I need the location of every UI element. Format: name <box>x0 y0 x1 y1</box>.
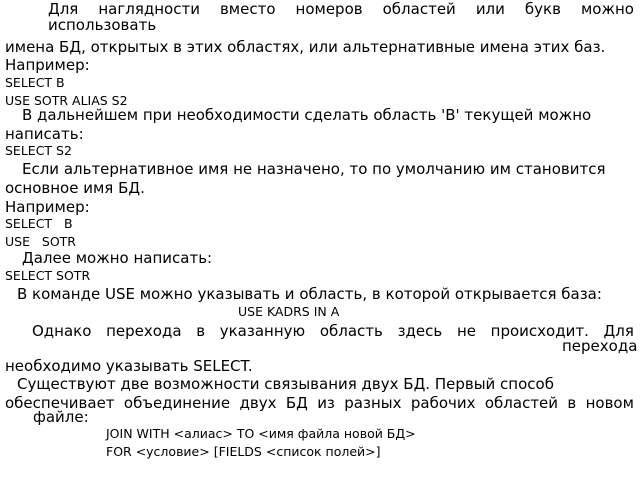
paragraph-1-line-2: использовать <box>48 16 157 34</box>
word: здесь <box>397 322 443 340</box>
paragraph-1-line-3: имена БД, открытых в этих областях, или альтернативные имена этих баз. <box>5 38 606 56</box>
word: номеров <box>295 0 363 18</box>
word: обеспечивает <box>5 394 115 412</box>
word: в <box>196 322 206 340</box>
word: не <box>456 322 476 340</box>
word: наглядности <box>98 0 200 18</box>
word: или <box>475 0 505 18</box>
word: Однако <box>32 322 92 340</box>
word: двух <box>239 394 277 412</box>
code-line: SELECT SOTR <box>5 268 91 283</box>
word: областей <box>382 0 456 18</box>
paragraph-6-line-2: перехода <box>562 337 638 355</box>
word: область <box>319 322 383 340</box>
word: из <box>317 394 335 412</box>
example-1-intro: Например: <box>5 56 90 74</box>
paragraph-7-line-2 <box>5 396 634 411</box>
code-line: USE KADRS IN A <box>238 304 340 319</box>
word: в <box>567 394 577 412</box>
word: происходит. <box>490 322 589 340</box>
paragraph-1-line-1 <box>48 2 634 17</box>
word: областей <box>484 394 559 412</box>
word: можно <box>580 0 634 18</box>
paragraph-2-line-1: В дальнейшем при необходимости сделать область 'B' текущей можно <box>22 106 592 124</box>
word: объединение <box>123 394 231 412</box>
paragraph-4-line-1: Далее можно написать: <box>22 249 213 267</box>
word: Для <box>603 322 634 340</box>
code-line: USE SOTR <box>5 234 76 249</box>
paragraph-6-line-1 <box>32 324 634 339</box>
code-line: SELECT B <box>5 75 65 90</box>
paragraph-3-line-1: Если альтернативное имя не назначено, то по умолчанию им становится <box>22 160 606 178</box>
paragraph-7-line-1: Существуют две возможности связывания двух БД. Первый способ <box>17 375 554 393</box>
paragraph-7-line-3: файле: <box>33 408 89 426</box>
code-line: USE SOTR ALIAS S2 <box>5 93 128 108</box>
word: Для <box>48 0 79 18</box>
word: БД <box>285 394 308 412</box>
word: букв <box>524 0 561 18</box>
word: указанную <box>219 322 306 340</box>
paragraph-3-line-2: основное имя БД. <box>5 179 145 197</box>
word: разных <box>344 394 402 412</box>
code-line: SELECT B <box>5 216 73 231</box>
paragraph-6-line-3: необходимо указывать SELECT. <box>5 357 253 375</box>
word: перехода <box>106 322 182 340</box>
example-3-intro: Например: <box>5 198 90 216</box>
paragraph-2-line-2: написать: <box>5 125 84 143</box>
word: рабочих <box>410 394 476 412</box>
word: вместо <box>219 0 276 18</box>
word: новом <box>585 394 634 412</box>
code-line: SELECT S2 <box>5 143 72 158</box>
code-line: FOR <условие> [FIELDS <список полей>] <box>106 444 381 459</box>
code-line: JOIN WITH <алиас> TO <имя файла новой БД> <box>106 426 416 441</box>
paragraph-5-line-1: В команде USE можно указывать и область, в которой открывается база: <box>17 285 602 303</box>
